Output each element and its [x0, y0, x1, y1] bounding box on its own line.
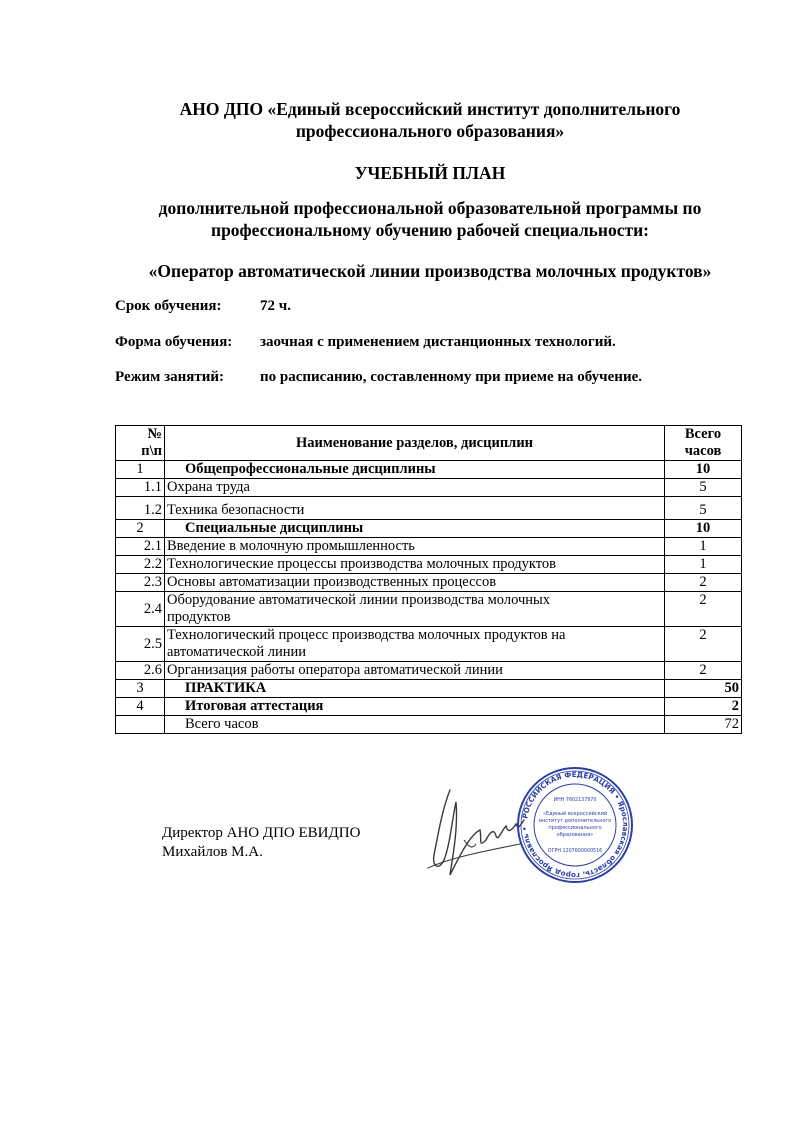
table-row	[116, 497, 742, 520]
table-row	[116, 574, 742, 592]
table-row	[116, 538, 742, 556]
organization-stamp	[515, 765, 635, 885]
row-hours: 2	[665, 662, 742, 680]
row-name-line-1: Технологический процесс производства молочных продуктов на	[167, 627, 566, 643]
row-hours: 10	[665, 461, 742, 479]
row-num: 2.3	[116, 574, 165, 592]
row-name: Специальные дисциплины	[165, 520, 665, 538]
row-name: Основы автоматизации производственных процессов	[165, 574, 665, 592]
table-row-total	[116, 716, 742, 734]
row-num: 2.5	[116, 627, 165, 662]
mode-label: Режим занятий:	[115, 369, 225, 385]
duration-row	[115, 298, 291, 315]
row-name-line-2: автоматической линии	[167, 644, 307, 660]
table-row	[116, 520, 742, 538]
row-name	[165, 627, 665, 662]
row-name: Всего часов	[165, 716, 665, 734]
row-num: 2.1	[116, 538, 165, 556]
row-name: Технологические процессы производства молочных продуктов	[165, 556, 665, 574]
stamp-inner-line-4: образования»	[556, 832, 594, 838]
form-label: Форма обучения:	[115, 334, 233, 350]
subtitle-line-2: профессиональному обучению рабочей специальности:	[210, 220, 650, 240]
table-row	[116, 662, 742, 680]
program-title: «Оператор автоматической линии производства молочных продуктов»	[148, 261, 712, 281]
row-name: Организация работы оператора автоматической линии	[165, 662, 665, 680]
row-name: Итоговая аттестация	[165, 698, 665, 716]
row-hours: 72	[665, 716, 742, 734]
table-row	[116, 479, 742, 497]
table-row	[116, 461, 742, 479]
row-hours: 2	[665, 574, 742, 592]
organization-name	[60, 98, 800, 142]
row-hours: 2	[665, 698, 742, 716]
stamp-inner-line-1: «Единый всероссийский	[542, 811, 608, 817]
stamp-ogrn: ОГРН 1207600000516	[547, 849, 603, 854]
header-hours-line-1: Всего	[684, 426, 722, 442]
table-header-row	[116, 426, 742, 461]
row-hours: 5	[665, 497, 742, 520]
form-value: заочная с применением дистанционных технологий.	[260, 334, 616, 350]
document-title: УЧЕБНЫЙ ПЛАН	[354, 163, 506, 183]
row-num: 1	[116, 461, 165, 479]
mode-row	[115, 369, 642, 386]
row-name: Охрана труда	[165, 479, 665, 497]
stamp-inner-line-2: институт дополнительного	[538, 818, 612, 824]
stamp-inner-line-3: профессионального	[548, 825, 602, 831]
handwritten-signature	[420, 780, 530, 890]
row-num: 4	[116, 698, 165, 716]
header-hours-line-2: часов	[684, 443, 722, 459]
table-row	[116, 698, 742, 716]
row-hours: 50	[665, 680, 742, 698]
row-hours: 1	[665, 556, 742, 574]
form-row	[115, 334, 616, 351]
mode-value: по расписанию, составленному при приеме на обучение.	[260, 369, 642, 385]
header-num-line-1: №	[147, 426, 162, 442]
header-num-line-2: п\п	[141, 443, 162, 459]
row-num: 2.4	[116, 592, 165, 627]
row-num: 1.2	[116, 497, 165, 520]
header-num	[116, 426, 165, 461]
duration-label: Срок обучения:	[115, 298, 222, 314]
header-hours	[665, 426, 742, 461]
row-num: 3	[116, 680, 165, 698]
table-row	[116, 680, 742, 698]
row-hours: 10	[665, 520, 742, 538]
row-num	[116, 716, 165, 734]
row-name: ПРАКТИКА	[165, 680, 665, 698]
document-subtitle	[60, 197, 800, 241]
row-name: Введение в молочную промышленность	[165, 538, 665, 556]
director-position: Директор АНО ДПО ЕВИДПО	[162, 825, 361, 841]
row-num: 2.6	[116, 662, 165, 680]
row-hours: 1	[665, 538, 742, 556]
row-hours: 2	[665, 627, 742, 662]
row-name-line-1: Оборудование автоматической линии производства молочных	[167, 592, 551, 608]
row-num: 2.2	[116, 556, 165, 574]
header-name: Наименование разделов, дисциплин	[165, 426, 665, 461]
table-row	[116, 556, 742, 574]
row-hours: 5	[665, 479, 742, 497]
org-line-2: профессионального образования»	[295, 121, 565, 141]
stamp-inn: ИНН 7602137970	[553, 798, 597, 803]
row-num: 2	[116, 520, 165, 538]
curriculum-table	[115, 425, 742, 734]
row-num: 1.1	[116, 479, 165, 497]
stamp-outer-text: РОССИЙСКАЯ ФЕДЕРАЦИЯ • Ярославская область, город Ярославль •	[519, 769, 631, 881]
row-name-line-2: продуктов	[167, 609, 231, 625]
row-name	[165, 592, 665, 627]
subtitle-line-1: дополнительной профессиональной образовательной программы по	[158, 198, 702, 218]
director-name: Михайлов М.А.	[162, 844, 263, 860]
row-name: Общепрофессиональные дисциплины	[165, 461, 665, 479]
signature-block	[162, 824, 360, 862]
row-hours: 2	[665, 592, 742, 627]
table-row	[116, 627, 742, 662]
table-row	[116, 592, 742, 627]
row-name: Техника безопасности	[165, 497, 665, 520]
org-line-1: АНО ДПО «Единый всероссийский институт дополнительного	[179, 99, 681, 119]
duration-value: 72 ч.	[260, 298, 291, 314]
